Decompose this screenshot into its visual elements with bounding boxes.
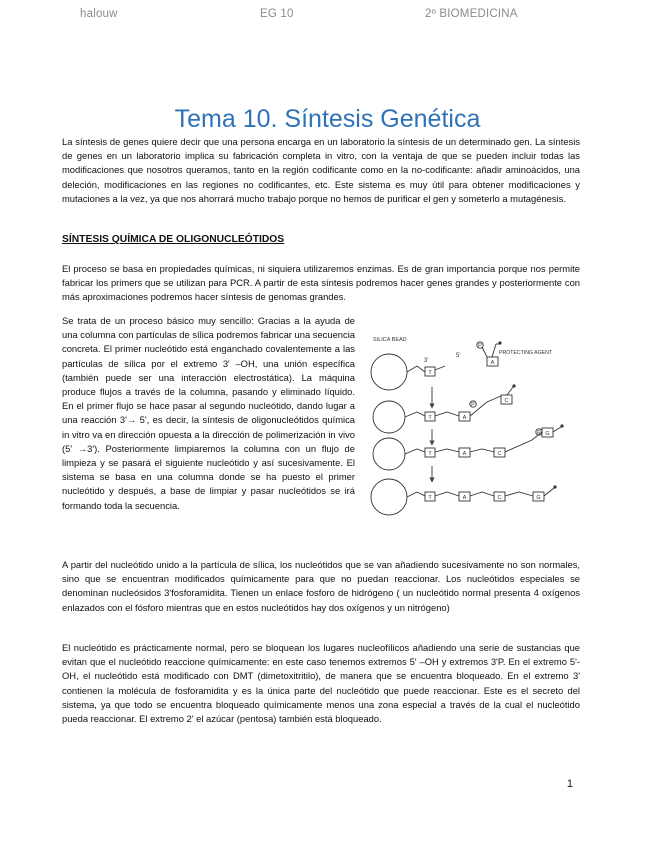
phosphate-label: P — [478, 343, 482, 349]
end-3-label: 3' — [424, 358, 429, 364]
silica-bead — [373, 438, 405, 470]
base-label: A — [490, 360, 495, 366]
base-label: G — [545, 431, 550, 437]
base-label: A — [462, 495, 467, 501]
protecting-agent-label: PROTECTING AGENT — [499, 350, 553, 356]
base-label: A — [462, 451, 467, 457]
header-degree: 2º BIOMEDICINA — [425, 8, 518, 20]
silica-bead — [371, 354, 407, 390]
paragraph-4: El nucleótido es prácticamente normal, pero se bloquean los lugares nucleofílicos añadiendo una serie de sustancias que evitan que el nucleótido reaccione químicamente: en este caso tenemos extremos 5' –OH y extremos 3'P. En el extremo 5'-OH, el nucleótido está modificado con DMT (dimetoxitritilo), de manera que se encuentra bloqueado. En el extremo 3' contienen la molécula de fosforamidita y es la única parte del nucleótido que puede reaccionar. Este es el secreto del sistema, ya que todo se encuentra bloqueado químicamente menos una zona especial a través de la cual el nucleótido pueda reaccionar. El extremo 2' el azúcar (pentosa) también está bloqueado. — [62, 642, 580, 725]
paragraph-1: El proceso se basa en propiedades químicas, ni siquiera utilizaremos enzimas. Es de gran importancia porque nos permite fabricar los primers que se utilizan para PCR. A partir de esta síntesis podremos hacer genes grandes y posteriormente con más aproximaciones podremos hacer síntesis de genomas grandes. — [62, 263, 580, 303]
paragraph-2: Se trata de un proceso básico muy sencillo: Gracias a la ayuda de una columna con partículas de sílica podremos fabricar una secuencia concreta. El primer nucleótido está enganchado covalentemente a las partículas de sílica por el extremo 3' –OH, una unión específica (también puede ser una interacción electrostática). La máquina produce flujos a través de la columna, pasando y eliminado líquido. En el primer flujo se hace pasar al segundo nucleótido, dando lugar a una reacción 3'→ 5', es decir, la síntesis de oligonucleótidos química in vitro va en dirección opuesta a la dirección de polimerización in vivo (5' →3'). Posteriormente limpiaremos la columna con un flujo de limpieza y se pasará el siguiente nucleótido y así sucesivamente. El sistema se basa en una columna donde se ha puesto el primer nucleótido y después, a base de limpiar y pasar nucleótidos se irá formando toda la secuencia. — [62, 315, 355, 511]
base-label: T — [428, 370, 432, 376]
section-heading: SÍNTESIS QUÍMICA DE OLIGONUCLEÓTIDOS — [62, 234, 285, 245]
paragraph-3: A partir del nucleótido unido a la partícula de sílica, los nucleótidos que se van añadiendo sucesivamente no son normales, sino que se encuentran modificados químicamente para que no puedan reaccionar. Los nucleótidos especiales se denominan nucleósidos 3'fosforamidita. Tienen un enlace fosforo de hidrógeno ( un nucleótido normal presenta 4 oxígenos enlazados con el fósforo mientras que en estos nucleótidos hay dos oxígenos y un nitrógeno) — [62, 559, 580, 613]
base-label: C — [504, 398, 509, 404]
base-label: T — [428, 495, 432, 501]
silica-bead — [373, 401, 405, 433]
oligonucleotide-synthesis-figure — [367, 332, 613, 528]
base-label: C — [497, 495, 502, 501]
header-course: EG 10 — [260, 8, 294, 20]
silica-bead-label: SILICA BEAD — [373, 337, 407, 343]
end-5-label: 5' — [456, 353, 461, 359]
base-label: G — [536, 495, 541, 501]
phosphate-label: P — [537, 430, 541, 436]
phosphate-label: P — [471, 402, 475, 408]
intro-paragraph: La síntesis de genes quiere decir que una persona encarga en un laboratorio la síntesis de un determinado gen. La síntesis de genes en un laboratorio implica su fabricación completa in vitro, con la ventaja de que se pueden incluir todas las modificaciones que nosotros queramos, tanto en la región codificante como en la no-codificante: añadir aminoácidos, una deleción, modificaciones en las regiones no codificantes, etc. Este sistema es muy útil para obtener modificaciones y mutaciones a la vez, ya que nos ahorrará mucho trabajo porque no hemos de purificar el gen y someterlo a mutagénesis. — [62, 136, 580, 204]
base-label: T — [428, 451, 432, 457]
base-label: T — [428, 415, 432, 421]
base-label: C — [497, 451, 502, 457]
page-title: Tema 10. Síntesis Genética — [174, 104, 481, 133]
base-label: A — [462, 415, 467, 421]
header-author: halouw — [80, 8, 118, 20]
synthesis-diagram — [367, 332, 613, 528]
silica-bead — [371, 479, 407, 515]
page-number: 1 — [566, 778, 573, 790]
